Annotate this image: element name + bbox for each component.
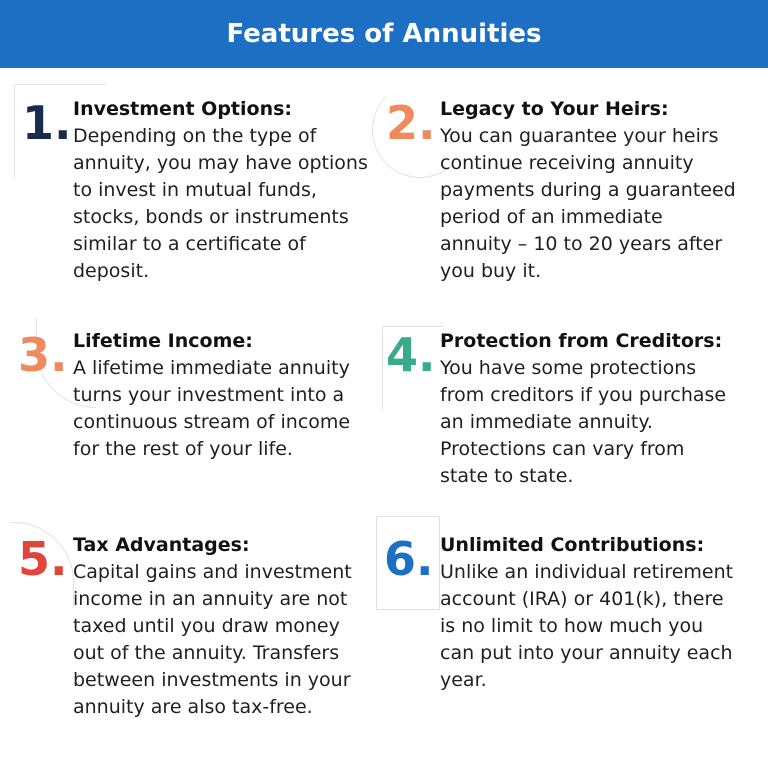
feature-6 — [440, 532, 740, 694]
feature-6-line: year. — [440, 669, 487, 691]
feature-2-line: period of an immediate — [440, 206, 663, 228]
feature-1-line: annuity, you may have options — [73, 152, 368, 174]
feature-3-line: turns your investment into a — [73, 384, 345, 406]
feature-4-line: an immediate annuity. — [440, 411, 653, 433]
feature-5-line: Capital gains and investment — [73, 561, 352, 583]
feature-4-title: Protection from Creditors: — [440, 330, 723, 352]
feature-2-line: You can guarantee your heirs — [440, 125, 719, 147]
feature-1-line: to invest in mutual funds, — [73, 179, 317, 201]
feature-3-body — [73, 355, 373, 463]
feature-2-title: Legacy to Your Heirs: — [440, 98, 669, 120]
feature-6-line: Unlike an individual retirement — [440, 561, 734, 583]
feature-2 — [440, 96, 740, 285]
feature-4 — [440, 328, 740, 490]
feature-4-line: You have some protections — [440, 357, 697, 379]
feature-5-title: Tax Advantages: — [73, 534, 250, 556]
feature-5-line: out of the annuity. Transfers — [73, 642, 340, 664]
feature-3-number: 3. — [18, 328, 68, 382]
feature-6-line: is no limit to how much you — [440, 615, 704, 637]
feature-3-line: continuous stream of income — [73, 411, 351, 433]
page-title: Features of Annuities — [226, 19, 542, 49]
feature-6-line: account (IRA) or 401(k), there — [440, 588, 724, 610]
feature-1-line: deposit. — [73, 260, 150, 282]
feature-4-line: from creditors if you purchase — [440, 384, 727, 406]
feature-1-body — [73, 123, 373, 285]
feature-1-line: stocks, bonds or instruments — [73, 206, 349, 228]
feature-2-number: 2. — [386, 96, 436, 150]
feature-4-line: Protections can vary from — [440, 438, 685, 460]
feature-5-line: income in an annuity are not — [73, 588, 348, 610]
feature-2-body — [440, 123, 740, 285]
feature-3-title: Lifetime Income: — [73, 330, 253, 352]
feature-6-number: 6. — [384, 532, 434, 586]
feature-5-body — [73, 559, 373, 721]
feature-3 — [73, 328, 373, 463]
feature-5-number: 5. — [18, 532, 68, 586]
feature-6-line: can put into your annuity each — [440, 642, 733, 664]
feature-2-line: you buy it. — [440, 260, 542, 282]
feature-6-title: Unlimited Contributions: — [440, 534, 705, 556]
feature-4-body — [440, 355, 740, 490]
header-banner — [0, 0, 768, 68]
feature-1-number: 1. — [22, 96, 72, 150]
feature-2-line: continue receiving annuity — [440, 152, 694, 174]
feature-2-line: annuity – 10 to 20 years after — [440, 233, 723, 255]
feature-3-line: A lifetime immediate annuity — [73, 357, 350, 379]
feature-4-line: state to state. — [440, 465, 574, 487]
feature-6-body — [440, 559, 740, 694]
feature-5 — [73, 532, 373, 721]
feature-5-line: between investments in your — [73, 669, 351, 691]
feature-1 — [73, 96, 373, 285]
feature-5-line: annuity are also tax-free. — [73, 696, 313, 718]
feature-1-title: Investment Options: — [73, 98, 293, 120]
feature-1-line: Depending on the type of — [73, 125, 317, 147]
feature-1-line: similar to a certificate of — [73, 233, 306, 255]
feature-4-number: 4. — [386, 328, 436, 382]
feature-2-line: payments during a guaranteed — [440, 179, 736, 201]
feature-3-line: for the rest of your life. — [73, 438, 293, 460]
feature-5-line: taxed until you draw money — [73, 615, 340, 637]
